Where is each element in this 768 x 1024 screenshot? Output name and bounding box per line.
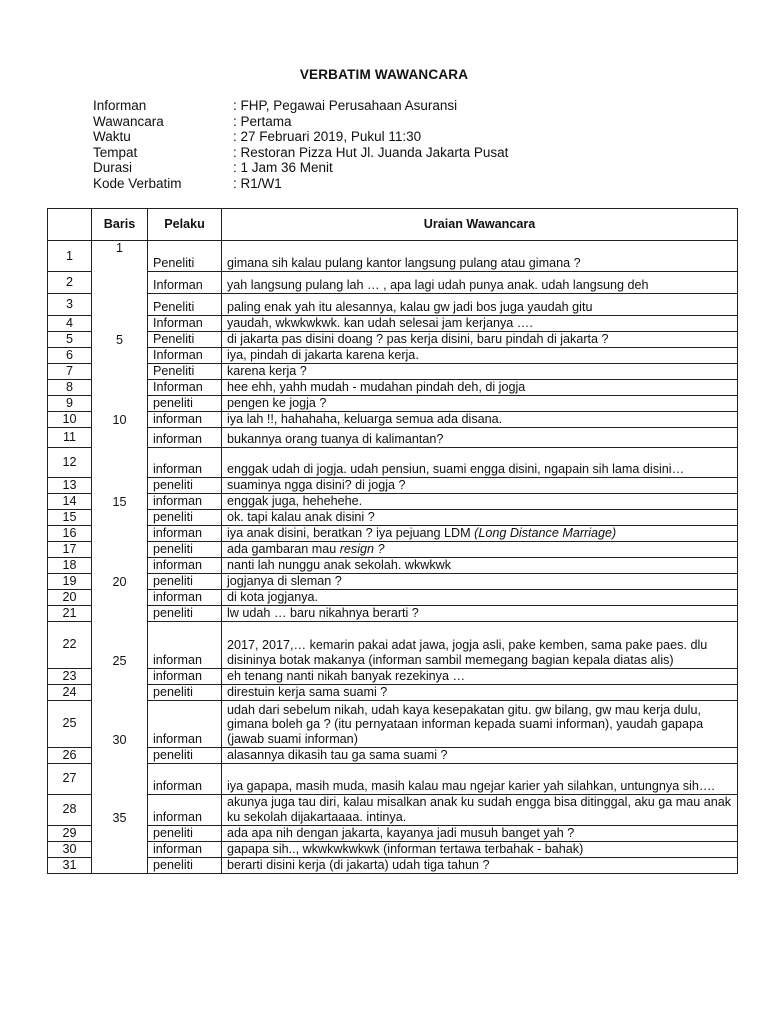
table-row (48, 294, 738, 316)
utterance-text: akunya juga tau diri, kalau misalkan anak ku sudah engga bisa ditinggal, aku ga mau anak ku sekolah dijakartaaaa. intinya. (227, 795, 732, 824)
utterance-text: bukannya orang tuanya di kalimantan? (227, 432, 444, 446)
utterance-text: di jakarta pas disini doang ? pas kerja disini, baru pindah di jakarta ? (227, 332, 609, 346)
utterance (222, 316, 738, 332)
line-marker: 15 (92, 493, 148, 509)
line-marker: 30 (92, 700, 148, 747)
row-number: 11 (48, 427, 92, 447)
meta-value: : 27 Februari 2019, Pukul 11:30 (233, 129, 422, 145)
table-row (48, 272, 738, 294)
line-marker (92, 684, 148, 700)
speaker: peneliti (148, 395, 222, 411)
utterance (222, 557, 738, 573)
row-number: 31 (48, 857, 92, 873)
speaker: peneliti (148, 477, 222, 493)
row-number: 12 (48, 447, 92, 477)
row-number: 19 (48, 573, 92, 589)
meta-row (93, 145, 508, 161)
row-number: 23 (48, 668, 92, 684)
table-row (48, 509, 738, 525)
speaker: Informan (148, 316, 222, 332)
line-marker (92, 841, 148, 857)
speaker: Peneliti (148, 363, 222, 379)
utterance (222, 794, 738, 825)
utterance-text: iya lah !!, hahahaha, keluarga semua ada disana. (227, 412, 503, 426)
header-baris: Baris (92, 209, 148, 241)
interview-metadata (93, 98, 508, 192)
meta-label: Tempat (93, 144, 138, 160)
meta-value: : Restoran Pizza Hut Jl. Juanda Jakarta Pusat (233, 144, 509, 160)
line-marker (92, 668, 148, 684)
speaker: informan (148, 525, 222, 541)
line-marker (92, 379, 148, 395)
speaker: informan (148, 763, 222, 794)
row-number: 18 (48, 557, 92, 573)
utterance-text: lw udah … baru nikahnya berarti ? (227, 606, 419, 620)
utterance (222, 621, 738, 668)
utterance (222, 541, 738, 557)
header-pelaku: Pelaku (148, 209, 222, 241)
speaker: informan (148, 794, 222, 825)
utterance-text: enggak udah di jogja. udah pensiun, suami engga disini, ngapain sih lama disini… (227, 462, 685, 476)
meta-label: Kode Verbatim (93, 175, 182, 191)
utterance (222, 447, 738, 477)
line-marker (92, 541, 148, 557)
speaker: peneliti (148, 605, 222, 621)
utterance (222, 684, 738, 700)
utterance-text: yah langsung pulang lah … , apa lagi udah punya anak. udah langsung deh (227, 278, 649, 293)
speaker: informan (148, 493, 222, 509)
utterance (222, 477, 738, 493)
table-row (48, 447, 738, 477)
utterance-text: gimana sih kalau pulang kantor langsung pulang atau gimana ? (227, 256, 581, 271)
utterance-text: eh tenang nanti nikah banyak rezekinya … (227, 669, 466, 683)
line-marker (92, 272, 148, 294)
utterance-text: iya anak disini, beratkan ? iya pejuang LDM (227, 526, 475, 540)
meta-value: : 1 Jam 36 Menit (233, 160, 333, 176)
row-number: 28 (48, 794, 92, 825)
utterance-text: pengen ke jogja ? (227, 396, 327, 410)
utterance-text: ada apa nih dengan jakarta, kayanya jadi musuh banget yah ? (227, 826, 575, 840)
row-number: 3 (48, 294, 92, 316)
line-marker: 1 (92, 241, 148, 272)
line-marker (92, 589, 148, 605)
utterance-text: alasannya dikasih tau ga sama suami ? (227, 748, 448, 762)
table-row (48, 477, 738, 493)
utterance (222, 857, 738, 873)
table-row (48, 241, 738, 272)
speaker: peneliti (148, 825, 222, 841)
line-marker (92, 427, 148, 447)
table-row (48, 557, 738, 573)
table-row (48, 347, 738, 363)
speaker: peneliti (148, 684, 222, 700)
table-row (48, 525, 738, 541)
utterance-text: iya gapapa, masih muda, masih kalau mau ngejar karier yah silahkan, untungnya sih…. (227, 779, 715, 793)
speaker: informan (148, 427, 222, 447)
line-marker (92, 747, 148, 763)
utterance-text: suaminya ngga disini? di jogja ? (227, 478, 406, 492)
utterance-text: paling enak yah itu alesannya, kalau gw jadi bos juga yaudah gitu (227, 300, 593, 315)
row-number: 6 (48, 347, 92, 363)
table-row (48, 427, 738, 447)
row-number: 8 (48, 379, 92, 395)
row-number: 14 (48, 493, 92, 509)
utterance-text: udah dari sebelum nikah, udah kaya kesepakatan gitu. gw bilang, gw mau kerja dulu, gimana boleh ga ? (itu pernyataan informan kepada suami informan), yaudah gapapa (jawab suami informan) (227, 702, 704, 746)
row-number: 30 (48, 841, 92, 857)
table-row (48, 684, 738, 700)
row-number: 5 (48, 331, 92, 347)
utterance (222, 379, 738, 395)
line-marker: 35 (92, 794, 148, 825)
header-uraian: Uraian Wawancara (222, 209, 738, 241)
speaker: Informan (148, 272, 222, 294)
row-number: 9 (48, 395, 92, 411)
table-row (48, 493, 738, 509)
table-row (48, 331, 738, 347)
utterance-text: hee ehh, yahh mudah - mudahan pindah deh, di jogja (227, 380, 526, 394)
table-row (48, 621, 738, 668)
table-row (48, 605, 738, 621)
line-marker (92, 763, 148, 794)
meta-value: : R1/W1 (233, 175, 282, 191)
utterance (222, 825, 738, 841)
meta-label: Waktu (93, 129, 131, 145)
line-marker: 20 (92, 573, 148, 589)
line-marker (92, 557, 148, 573)
row-number: 29 (48, 825, 92, 841)
utterance-italic-text: (Long Distance Marriage) (474, 526, 617, 540)
utterance (222, 589, 738, 605)
speaker: Peneliti (148, 331, 222, 347)
utterance-text: enggak juga, hehehehe. (227, 494, 363, 508)
row-number: 24 (48, 684, 92, 700)
table-row (48, 395, 738, 411)
utterance (222, 700, 738, 747)
meta-row (93, 98, 508, 114)
utterance (222, 509, 738, 525)
meta-row (93, 129, 508, 145)
speaker: peneliti (148, 541, 222, 557)
utterance-text: gapapa sih.., wkwkwkwkwk (informan tertawa terbahak - bahak) (227, 842, 584, 856)
table-header-row (48, 209, 738, 241)
utterance-text: jogjanya di sleman ? (227, 574, 342, 588)
table-row (48, 363, 738, 379)
speaker: informan (148, 668, 222, 684)
utterance (222, 525, 738, 541)
utterance-text: karena kerja ? (227, 364, 307, 378)
line-marker (92, 509, 148, 525)
line-marker (92, 825, 148, 841)
speaker: peneliti (148, 509, 222, 525)
line-marker (92, 294, 148, 316)
utterance-text: di kota jogjanya. (227, 590, 319, 604)
speaker: Peneliti (148, 241, 222, 272)
document-title: VERBATIM WAWANCARA (299, 67, 469, 82)
utterance (222, 493, 738, 509)
table-row (48, 841, 738, 857)
line-marker: 5 (92, 331, 148, 347)
line-marker (92, 477, 148, 493)
row-number: 27 (48, 763, 92, 794)
line-marker: 25 (92, 621, 148, 668)
table-row (48, 794, 738, 825)
table-row (48, 589, 738, 605)
row-number: 4 (48, 316, 92, 332)
row-number: 1 (48, 241, 92, 272)
line-marker (92, 857, 148, 873)
line-marker (92, 316, 148, 332)
utterance (222, 331, 738, 347)
table-row (48, 316, 738, 332)
line-marker (92, 447, 148, 477)
meta-label: Durasi (93, 160, 133, 176)
line-marker (92, 605, 148, 621)
speaker: Peneliti (148, 294, 222, 316)
line-marker (92, 525, 148, 541)
utterance (222, 395, 738, 411)
meta-value: : FHP, Pegawai Perusahaan Asuransi (233, 98, 458, 113)
meta-label: Wawancara (93, 113, 164, 129)
utterance (222, 347, 738, 363)
utterance-text: ok. tapi kalau anak disini ? (227, 510, 375, 524)
meta-label: Informan (93, 98, 147, 113)
row-number: 25 (48, 700, 92, 747)
utterance (222, 573, 738, 589)
table-row (48, 747, 738, 763)
utterance-text: ada gambaran mau (227, 542, 340, 556)
speaker: informan (148, 589, 222, 605)
row-number: 22 (48, 621, 92, 668)
utterance-text: 2017, 2017,… kemarin pakai adat jawa, jogja asli, pake kemben, sama pake paes. dlu disininya botak makanya (informan sambil memegang bagian kepala diatas alis) (227, 638, 708, 667)
utterance-text: berarti disini kerja (di jakarta) udah tiga tahun ? (227, 858, 490, 872)
table-row (48, 668, 738, 684)
row-number: 26 (48, 747, 92, 763)
speaker: informan (148, 700, 222, 747)
speaker: informan (148, 411, 222, 427)
utterance (222, 241, 738, 272)
utterance (222, 841, 738, 857)
row-number: 7 (48, 363, 92, 379)
utterance-text: iya, pindah di jakarta karena kerja. (227, 348, 419, 362)
row-number: 20 (48, 589, 92, 605)
row-number: 15 (48, 509, 92, 525)
speaker: peneliti (148, 747, 222, 763)
row-number: 21 (48, 605, 92, 621)
row-number: 13 (48, 477, 92, 493)
utterance-text: yaudah, wkwkwkwk. kan udah selesai jam kerjanya …. (227, 316, 533, 330)
verbatim-table (47, 208, 738, 874)
speaker: Informan (148, 379, 222, 395)
meta-value: : Pertama (233, 113, 292, 129)
speaker: informan (148, 621, 222, 668)
row-number: 17 (48, 541, 92, 557)
row-number: 2 (48, 272, 92, 294)
line-marker (92, 395, 148, 411)
speaker: informan (148, 447, 222, 477)
row-number: 16 (48, 525, 92, 541)
speaker: informan (148, 841, 222, 857)
meta-row (93, 160, 508, 176)
table-row (48, 857, 738, 873)
table-row (48, 700, 738, 747)
table-row (48, 573, 738, 589)
line-marker (92, 347, 148, 363)
utterance (222, 294, 738, 316)
utterance-text: nanti lah nunggu anak sekolah. wkwkwk (227, 558, 452, 572)
speaker: Informan (148, 347, 222, 363)
line-marker (92, 363, 148, 379)
table-row (48, 825, 738, 841)
speaker: peneliti (148, 857, 222, 873)
meta-row (93, 114, 508, 130)
utterance (222, 427, 738, 447)
speaker: informan (148, 557, 222, 573)
row-number: 10 (48, 411, 92, 427)
utterance (222, 363, 738, 379)
utterance (222, 605, 738, 621)
utterance (222, 272, 738, 294)
utterance-italic-text: resign ? (339, 542, 385, 556)
utterance (222, 668, 738, 684)
table-row (48, 541, 738, 557)
line-marker: 10 (92, 411, 148, 427)
table-row (48, 411, 738, 427)
utterance (222, 411, 738, 427)
utterance (222, 763, 738, 794)
utterance (222, 747, 738, 763)
utterance-text: direstuin kerja sama suami ? (227, 685, 388, 699)
table-row (48, 379, 738, 395)
speaker: peneliti (148, 573, 222, 589)
table-row (48, 763, 738, 794)
header-no (48, 209, 92, 241)
meta-row (93, 176, 508, 192)
